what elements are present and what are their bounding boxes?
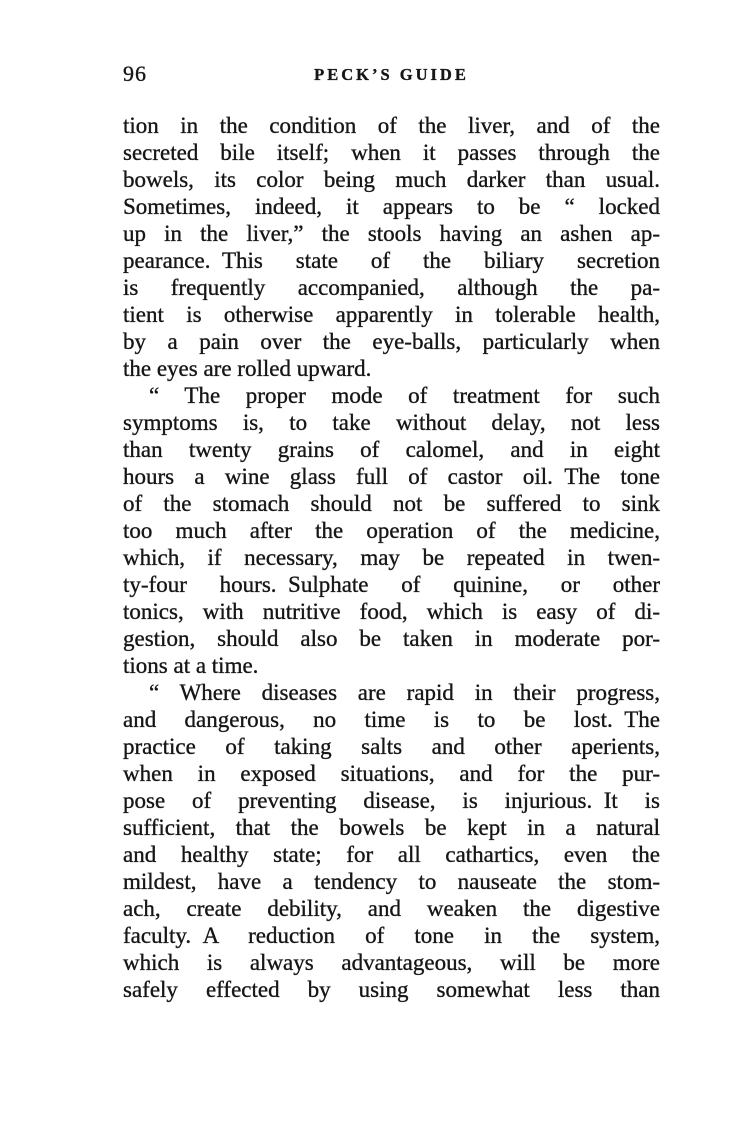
text-line: which is always advantageous, will be more [123, 950, 660, 975]
text-line: tient is otherwise apparently in tolerable health, [123, 302, 660, 327]
text-line: safely effected by using somewhat less than [123, 977, 660, 1002]
text-line: tonics, with nutritive food, which is easy of di- [123, 599, 660, 624]
running-title: PECK’S GUIDE [314, 64, 469, 84]
text-line: of the stomach should not be suffered to sink [123, 491, 660, 516]
text-line: too much after the operation of the medicine, [123, 518, 660, 543]
page-number: 96 [123, 61, 147, 86]
text-line: and dangerous, no time is to be lost. The [123, 707, 660, 732]
text-line: and healthy state; for all cathartics, even the [123, 842, 660, 867]
text-line: up in the liver,” the stools having an ashen ap- [123, 221, 660, 246]
text-line: Sometimes, indeed, it appears to be “ locked [123, 194, 660, 219]
text-line: symptoms is, to take without delay, not less [123, 410, 660, 435]
text-line: practice of taking salts and other aperients, [123, 734, 660, 759]
paragraph [123, 112, 660, 382]
text-line: faculty. A reduction of tone in the system, [123, 923, 660, 948]
text-line: tion in the condition of the liver, and of the [123, 113, 660, 138]
text-line: hours a wine glass full of castor oil. The tone [123, 464, 660, 489]
page-header [123, 61, 660, 89]
text-line: mildest, have a tendency to nauseate the stom- [123, 869, 660, 894]
text-line: pearance. This state of the biliary secretion [123, 248, 660, 273]
text-line: than twenty grains of calomel, and in eight [123, 437, 660, 462]
text-line: sufficient, that the bowels be kept in a natural [123, 815, 660, 840]
text-line: “ The proper mode of treatment for such [149, 383, 660, 408]
text-line: “ Where diseases are rapid in their progress, [149, 680, 660, 705]
text-line: ty-four hours. Sulphate of quinine, or other [123, 572, 660, 597]
text-line: bowels, its color being much darker than usual. [123, 167, 660, 192]
text-line: by a pain over the eye-balls, particularly when [123, 329, 660, 354]
paragraph [123, 382, 660, 679]
text-line: is frequently accompanied, although the pa- [123, 275, 660, 300]
text-line: the eyes are rolled upward. [123, 356, 372, 381]
text-line: which, if necessary, may be repeated in twen- [123, 545, 660, 570]
text-line: ach, create debility, and weaken the digestive [123, 896, 660, 921]
page-body [123, 112, 660, 1003]
text-line: secreted bile itself; when it passes through the [123, 140, 660, 165]
paragraph [123, 679, 660, 1003]
text-line: when in exposed situations, and for the pur- [123, 761, 660, 786]
text-line: pose of preventing disease, is injurious. It is [123, 788, 660, 813]
text-line: gestion, should also be taken in moderate por- [123, 626, 660, 651]
text-line: tions at a time. [123, 653, 259, 678]
